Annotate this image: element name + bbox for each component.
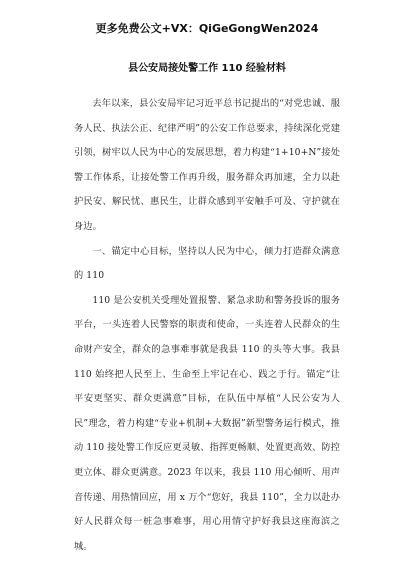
promo-header-line: 更多免费公文+VX：QiGeGongWen2024 xyxy=(95,22,319,35)
body-paragraph: 110 是公安机关受理处置报警、紧急求助和警务投诉的服务平台，一头连着人民警察的职责和使命，一头连着人民群众的生命财产安全，群众的急事难事就是我县 110 的头等大事。我县 110 始终把人民至上、生命至上牢记在心、践之于行。锚定“让平安更坚实、群众更满意”目标，在队伍中厚植“人民公安为人民”理念，着力构建“专业+机制+大数据”新型警务运行模式，推动 110 接处警工作反应更灵敏、指挥更畅顺、处置更高效、防控更立体、群众更满意。2023 年以来，我县 110 用心倾听、用声音传递、用热情回应，用 x 万个“您好，我县 110”，全力以赴办好人民群众每一桩急事难事，用心用情守护好我县这座海滨之城。 xyxy=(74,294,340,552)
intro-paragraph: 去年以来，县公安局牢记习近平总书记提出的“对党忠诚、服务人民、执法公正、纪律严明”的公安工作总要求，持续深化党建引领，树牢以人民为中心的发展思想，着力构建“1+10+N”接处警工作体系，让接处警工作再升级，服务群众再加速，全力以赴护民安、解民忧、惠民生，让群众感到平安触手可及、守护就在身边。 xyxy=(74,98,340,232)
document-title: 县公安局接处警工作 110 经验材料 xyxy=(128,63,286,74)
section-heading: 一、锚定中心目标，坚持以人民为中心，倾力打造群众满意的 110 xyxy=(74,245,340,282)
